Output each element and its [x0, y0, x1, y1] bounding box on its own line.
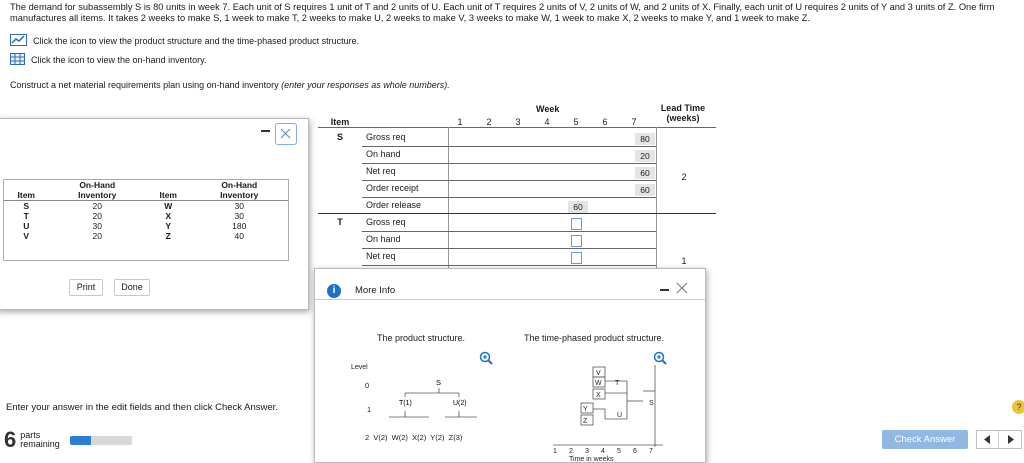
inventory-link-text: Click the icon to view the on-hand inventory. — [31, 55, 207, 65]
structure-link[interactable] — [10, 34, 359, 48]
svg-text:S: S — [436, 378, 442, 387]
inventory-row: T 20 X 30 — [23, 211, 244, 221]
nav-arrows — [976, 430, 1022, 449]
t-input[interactable] — [571, 252, 582, 264]
week-col-3: 3 — [515, 117, 521, 127]
lead-time-s: 2 — [681, 172, 687, 182]
s-cell-value[interactable]: 80 — [635, 133, 655, 145]
minimize-icon[interactable] — [261, 130, 270, 132]
svg-text:T: T — [615, 380, 620, 387]
info-icon: i — [327, 284, 341, 298]
parts-remaining — [4, 427, 132, 453]
week-header: Week — [536, 104, 560, 114]
s-cell-value[interactable]: 20 — [635, 150, 655, 162]
inventory-row: U 30 Y 180 — [23, 221, 247, 231]
parts-count: 6 — [4, 427, 17, 452]
minimize-icon[interactable] — [660, 289, 669, 291]
t-row-label: Gross req — [366, 217, 406, 227]
table-icon[interactable] — [10, 53, 25, 67]
week-col-6: 6 — [602, 117, 608, 127]
inventory-popup — [0, 118, 309, 310]
chart-icon[interactable] — [10, 34, 27, 48]
zoom-icon[interactable] — [479, 351, 493, 368]
week-col-7: 7 — [631, 117, 637, 127]
svg-text:3: 3 — [585, 448, 589, 455]
level-1: 1 — [367, 405, 372, 414]
s-row-label: Order release — [366, 200, 422, 210]
print-button[interactable]: Print — [69, 279, 103, 296]
svg-text:Time in weeks: Time in weeks — [569, 456, 614, 463]
check-answer-button[interactable]: Check Answer — [882, 430, 968, 449]
lead-time-header: Lead Time (weeks) — [660, 103, 706, 123]
progress-fill — [70, 436, 92, 445]
time-phased-chart — [543, 363, 673, 463]
svg-text:5: 5 — [617, 448, 621, 455]
svg-text:W: W — [595, 380, 602, 387]
inventory-row: S 20 W 30 — [23, 201, 244, 211]
svg-text:6: 6 — [633, 448, 637, 455]
s-row-label: Gross req — [366, 132, 406, 142]
more-info-popup — [314, 268, 706, 463]
t-input[interactable] — [571, 218, 582, 230]
level-label: Level — [351, 364, 368, 371]
close-icon[interactable] — [675, 281, 689, 298]
lead-time-t: 1 — [681, 256, 687, 266]
item-s: S — [336, 132, 343, 142]
svg-text:1: 1 — [553, 448, 557, 455]
parts-label: parts remaining — [20, 430, 60, 449]
t-input[interactable] — [571, 235, 582, 247]
svg-text:X: X — [596, 392, 601, 399]
week-col-5: 5 — [573, 117, 579, 127]
done-button[interactable]: Done — [114, 279, 150, 296]
s-row-label: Net req — [366, 166, 396, 176]
week-col-1: 1 — [457, 117, 463, 127]
t-row-label: Net req — [366, 251, 396, 261]
close-icon[interactable] — [275, 123, 297, 145]
item-t: T — [337, 217, 343, 227]
next-arrow-icon[interactable] — [999, 431, 1021, 448]
svg-text:4: 4 — [601, 448, 605, 455]
progress-bar — [70, 436, 132, 445]
s-cell-value[interactable]: 60 — [568, 201, 588, 213]
s-row-label: On hand — [366, 149, 401, 159]
s-row-label: Order receipt — [366, 183, 419, 193]
svg-text:Z: Z — [583, 418, 588, 425]
svg-text:V: V — [596, 370, 601, 377]
footer-instruction: Enter your answer in the edit fields and then click Check Answer. — [6, 402, 278, 413]
svg-text:Y: Y — [583, 406, 588, 413]
s-cell-value[interactable]: 60 — [635, 184, 655, 196]
inventory-row: V 20 Z 40 — [23, 231, 244, 241]
t-row-label: On hand — [366, 234, 401, 244]
s-cell-value[interactable]: 60 — [635, 167, 655, 179]
svg-text:2: 2 — [569, 448, 573, 455]
svg-text:S: S — [649, 400, 654, 407]
product-structure-title: The product structure. — [377, 333, 466, 343]
svg-text:U(2): U(2) — [453, 400, 467, 407]
level-0: 0 — [365, 381, 370, 390]
more-info-title: More Info — [355, 285, 396, 296]
level-2-row: 2 V(2) W(2) X(2) Y(2) Z(3) — [365, 433, 463, 442]
svg-text:T(1): T(1) — [399, 400, 412, 407]
week-col-2: 2 — [486, 117, 492, 127]
instruction: Construct a net material requirements plan using on-hand inventory (enter your responses as whole numbers). — [10, 80, 450, 90]
prev-arrow-icon[interactable] — [977, 431, 999, 448]
svg-text:U: U — [617, 412, 623, 419]
time-phased-title: The time-phased product structure. — [524, 333, 665, 343]
structure-link-text: Click the icon to view the product structure and the time-phased product structure. — [33, 36, 360, 46]
product-structure-tree — [385, 377, 515, 457]
help-icon[interactable]: ? — [1012, 400, 1024, 414]
inventory-table: On-Hand On-Hand Item Inventory Item Inventory S 20 W 30 T 20 X 30 U 30 Y 180 V 20 Z 40 — [3, 179, 289, 261]
svg-text:7: 7 — [649, 448, 653, 455]
inventory-link[interactable] — [10, 53, 206, 67]
item-header: Item — [330, 117, 350, 127]
week-col-4: 4 — [544, 117, 550, 127]
problem-text: The demand for subassembly S is 80 units in week 7. Each unit of S requires 1 unit of T and 2 units of U. Each unit of T requires 2 units of V, 2 units of W, and 2 units of X. Finally, each unit of U requires 2 units of Y and 3 units of Z. One firm manufactures all items. It takes 2 weeks to make S, 1 week to make T, 2 weeks to make U, 2 weeks to make V, 3 weeks to make W, 1 week to make X, 2 weeks to make Y, and 1 week to make Z. — [10, 2, 995, 23]
